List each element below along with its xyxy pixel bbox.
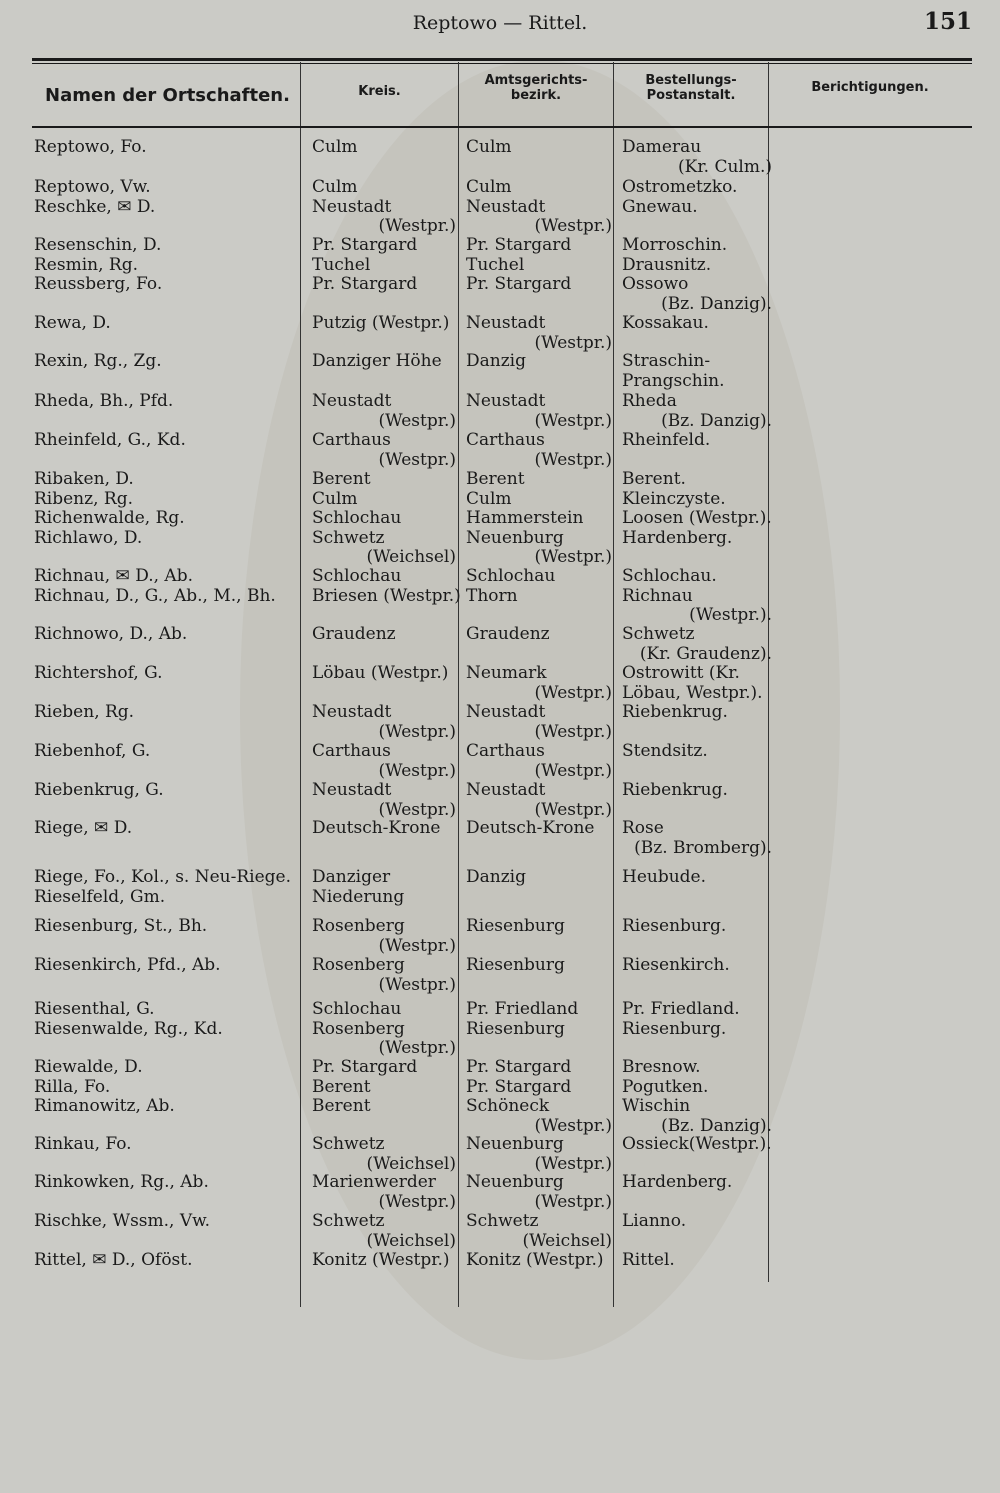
postanstalt-cell-line: Rheinfeld. bbox=[622, 430, 711, 450]
amtsgericht-cell bbox=[466, 138, 612, 158]
kreis-cell-line: Schlochau bbox=[312, 566, 402, 586]
postanstalt-cell bbox=[622, 819, 772, 858]
amtsgericht-cell-line: Neustadt bbox=[466, 780, 546, 800]
kreis-cell-line: (Westpr.) bbox=[378, 216, 456, 236]
amtsgericht-cell-line: Schwetz bbox=[466, 1211, 539, 1231]
amtsgericht-cell-line: Neuenburg bbox=[466, 1134, 564, 1154]
postanstalt-cell bbox=[622, 470, 772, 548]
postanstalt-cell-line: Heubude. bbox=[622, 867, 707, 887]
kreis-cell-line: Rosenberg bbox=[312, 1018, 405, 1039]
kreis-cell bbox=[312, 1212, 456, 1251]
amtsgericht-cell-line: Neustadt bbox=[466, 391, 546, 411]
amtsgericht-cell-line: Thorn bbox=[466, 585, 518, 606]
kreis-cell-line: (Weichsel) bbox=[366, 1230, 456, 1251]
amtsgericht-cell-line: (Westpr.) bbox=[534, 449, 612, 470]
postanstalt-cell-line: (Bz. Danzig). bbox=[661, 1115, 772, 1136]
amtsgericht-cell bbox=[466, 314, 612, 353]
place-name bbox=[34, 1000, 299, 1039]
amtsgericht-cell bbox=[466, 1212, 612, 1251]
place-name-line: Ribaken, D. bbox=[34, 469, 134, 489]
postanstalt-cell bbox=[622, 1212, 772, 1232]
kreis-cell bbox=[312, 781, 456, 820]
postanstalt-cell-line: Ostrowitt (Kr. bbox=[622, 663, 740, 683]
postanstalt-cell-line: Pogutken. bbox=[622, 1076, 709, 1097]
amtsgericht-cell bbox=[466, 956, 612, 976]
column-header-names: Namen der Ortschaften. bbox=[45, 85, 290, 106]
place-name bbox=[34, 1135, 299, 1155]
kreis-cell-line: (Westpr.) bbox=[378, 721, 456, 742]
place-name bbox=[34, 138, 299, 158]
kreis-cell bbox=[312, 625, 456, 645]
kreis-cell bbox=[312, 236, 456, 295]
kreis-cell bbox=[312, 314, 456, 334]
kreis-cell-line: Deutsch-Krone bbox=[312, 818, 441, 838]
postanstalt-cell-line: Bresnow. bbox=[622, 1057, 701, 1077]
postanstalt-cell bbox=[622, 236, 772, 314]
amtsgericht-cell-line: (Westpr.) bbox=[534, 1153, 612, 1174]
postanstalt-cell-line: Wischin bbox=[622, 1096, 691, 1116]
place-name-line: Riege, ✉ D. bbox=[34, 818, 133, 838]
kreis-cell-line: Rosenberg bbox=[312, 916, 405, 936]
kreis-cell-line: Danziger Höhe bbox=[312, 351, 442, 371]
kreis-cell-line: Culm bbox=[312, 177, 358, 197]
place-name-line: Reptowo, Fo. bbox=[34, 137, 147, 157]
place-name-line: Richlawo, D. bbox=[34, 527, 143, 548]
kreis-cell-line: Tuchel bbox=[312, 254, 371, 275]
amtsgericht-cell-line: (Westpr.) bbox=[534, 216, 612, 236]
amtsgericht-cell-line: Neumark bbox=[466, 663, 547, 683]
amtsgericht-cell bbox=[466, 236, 612, 295]
kreis-cell-line: Schwetz bbox=[312, 527, 385, 548]
postanstalt-cell-line: Gnewau. bbox=[622, 196, 698, 217]
amtsgericht-cell-line: Pr. Stargard bbox=[466, 1076, 572, 1097]
amtsgericht-cell-line: Neustadt bbox=[466, 196, 546, 217]
kreis-cell bbox=[312, 664, 456, 684]
kreis-cell-line: (Westpr.) bbox=[378, 449, 456, 470]
amtsgericht-cell-line: Danzig bbox=[466, 867, 526, 887]
kreis-cell bbox=[312, 392, 456, 431]
kreis-cell-line: (Westpr.) bbox=[378, 1038, 456, 1058]
kreis-cell bbox=[312, 917, 456, 956]
postanstalt-cell-line: Hardenberg. bbox=[622, 527, 733, 548]
kreis-cell bbox=[312, 178, 456, 237]
postanstalt-cell bbox=[622, 703, 772, 723]
postanstalt-cell-line: (Westpr.). bbox=[689, 605, 772, 625]
postanstalt-cell bbox=[622, 314, 772, 334]
postanstalt-cell-line: Loosen (Westpr.). bbox=[622, 508, 772, 528]
kreis-cell-line: (Westpr.) bbox=[378, 1191, 456, 1212]
amtsgericht-cell-line: Danzig bbox=[466, 351, 526, 371]
postanstalt-cell bbox=[622, 138, 772, 177]
place-name-line: Richnau, D., G., Ab., M., Bh. bbox=[34, 585, 276, 606]
amtsgericht-cell-line: (Westpr.) bbox=[534, 332, 612, 353]
amtsgericht-cell-line: (Weichsel) bbox=[522, 1230, 612, 1251]
kreis-cell bbox=[312, 470, 456, 568]
amtsgericht-cell bbox=[466, 917, 612, 937]
postanstalt-cell bbox=[622, 392, 772, 431]
place-name-line: Richtershof, G. bbox=[34, 663, 163, 683]
place-name-line: Rinkau, Fo. bbox=[34, 1134, 132, 1154]
postanstalt-cell bbox=[622, 664, 772, 703]
postanstalt-cell-line: Rheda bbox=[622, 391, 677, 411]
amtsgericht-cell bbox=[466, 742, 612, 781]
place-name bbox=[34, 1058, 299, 1117]
amtsgericht-cell-line: Carthaus bbox=[466, 741, 545, 761]
postanstalt-cell-line: Berent. bbox=[622, 469, 686, 489]
place-name-line: Riesenkirch, Pfd., Ab. bbox=[34, 955, 221, 975]
place-name bbox=[34, 431, 299, 451]
kreis-cell-line: (Westpr.) bbox=[378, 410, 456, 431]
postanstalt-cell bbox=[622, 868, 772, 888]
amtsgericht-cell bbox=[466, 1058, 612, 1136]
kreis-cell-line: (Westpr.) bbox=[378, 760, 456, 781]
place-name bbox=[34, 392, 299, 412]
place-name-line: Rittel, ✉ D., Oföst. bbox=[34, 1250, 193, 1270]
kreis-cell bbox=[312, 1173, 456, 1212]
postanstalt-cell-line: Richnau bbox=[622, 585, 693, 606]
kreis-cell-line: (Weichsel) bbox=[366, 547, 456, 567]
amtsgericht-cell-line: Neustadt bbox=[466, 702, 546, 722]
column-header-amtsgericht: Amtsgerichts- bezirk. bbox=[484, 73, 588, 103]
amtsgericht-cell bbox=[466, 781, 612, 820]
postanstalt-cell bbox=[622, 352, 772, 391]
place-name bbox=[34, 178, 299, 217]
kreis-cell-line: Pr. Stargard bbox=[312, 274, 418, 294]
postanstalt-cell-line: Riesenkirch. bbox=[622, 955, 730, 975]
postanstalt-cell bbox=[622, 1251, 772, 1271]
kreis-cell-line: Neustadt bbox=[312, 780, 392, 800]
amtsgericht-cell-line: Schöneck bbox=[466, 1096, 550, 1116]
column-header-bestellung: Bestellungs- Postanstalt. bbox=[645, 73, 737, 103]
kreis-cell-line: Berent bbox=[312, 469, 371, 489]
postanstalt-cell-line: Kleinczyste. bbox=[622, 488, 726, 509]
postanstalt-cell-line: Riesenburg. bbox=[622, 916, 727, 936]
postanstalt-cell bbox=[622, 625, 772, 664]
postanstalt-cell bbox=[622, 1173, 772, 1193]
place-name-line: Richnowo, D., Ab. bbox=[34, 624, 188, 644]
place-name-line: Resenschin, D. bbox=[34, 235, 162, 255]
amtsgericht-cell-line: Neuenburg bbox=[466, 527, 564, 548]
amtsgericht-cell-line: Riesenburg bbox=[466, 955, 565, 975]
place-name-line: Riewalde, D. bbox=[34, 1057, 143, 1077]
amtsgericht-cell bbox=[466, 703, 612, 742]
place-name bbox=[34, 1212, 299, 1232]
place-name bbox=[34, 1251, 299, 1271]
amtsgericht-cell bbox=[466, 1251, 612, 1271]
amtsgericht-cell-line: (Westpr.) bbox=[534, 1115, 612, 1136]
postanstalt-cell bbox=[622, 567, 772, 626]
place-name-line: Rheinfeld, G., Kd. bbox=[34, 430, 186, 450]
postanstalt-cell-line: (Kr. Graudenz). bbox=[639, 643, 772, 664]
kreis-cell-line: Culm bbox=[312, 137, 358, 157]
kreis-cell bbox=[312, 1251, 456, 1271]
place-name-line: Rieben, Rg. bbox=[34, 702, 135, 722]
page-number: 151 bbox=[923, 8, 972, 35]
postanstalt-cell-line: Schlochau. bbox=[622, 566, 717, 586]
postanstalt-cell-line: Schwetz bbox=[622, 624, 695, 644]
postanstalt-cell-line: Lianno. bbox=[622, 1211, 687, 1231]
postanstalt-cell bbox=[622, 956, 772, 976]
amtsgericht-cell bbox=[466, 1135, 612, 1174]
place-name bbox=[34, 470, 299, 548]
amtsgericht-cell bbox=[466, 178, 612, 237]
postanstalt-cell bbox=[622, 178, 772, 217]
place-name bbox=[34, 917, 299, 937]
kreis-cell bbox=[312, 742, 456, 781]
amtsgericht-cell-line: Konitz (Westpr.) bbox=[466, 1250, 604, 1270]
place-name-line: Reussberg, Fo. bbox=[34, 274, 163, 294]
kreis-cell-line: (Westpr.) bbox=[378, 799, 456, 820]
kreis-cell-line: (Westpr.) bbox=[378, 974, 456, 995]
postanstalt-cell-line: Stendsitz. bbox=[622, 741, 708, 761]
postanstalt-cell-line: Riebenkrug. bbox=[622, 702, 728, 722]
postanstalt-cell bbox=[622, 431, 772, 451]
postanstalt-cell bbox=[622, 781, 772, 801]
amtsgericht-cell-line: Culm bbox=[466, 488, 512, 509]
kreis-cell bbox=[312, 1000, 456, 1059]
amtsgericht-cell-line: (Westpr.) bbox=[534, 799, 612, 820]
place-name-line: Ribenz, Rg. bbox=[34, 488, 133, 509]
place-name-line: Rieselfeld, Gm. bbox=[34, 886, 166, 907]
kreis-cell-line: Niederung bbox=[312, 886, 405, 907]
column-header-kreis: Kreis. bbox=[358, 84, 401, 99]
kreis-cell-line: Pr. Stargard bbox=[312, 1057, 418, 1077]
postanstalt-cell-line: Ossieck(Westpr.). bbox=[622, 1134, 772, 1154]
place-name-line: Rischke, Wssm., Vw. bbox=[34, 1211, 211, 1231]
postanstalt-cell-line: Damerau bbox=[622, 137, 702, 157]
postanstalt-cell-line: Löbau, Westpr.). bbox=[622, 682, 763, 703]
place-name bbox=[34, 664, 299, 684]
postanstalt-cell-line: Prangschin. bbox=[622, 370, 725, 391]
column-header-berichtigungen: Berichtigungen. bbox=[811, 80, 929, 95]
place-name bbox=[34, 236, 299, 295]
kreis-cell-line: Danziger bbox=[312, 867, 391, 887]
amtsgericht-cell bbox=[466, 664, 612, 703]
postanstalt-cell bbox=[622, 1000, 772, 1039]
place-name-line: Rinkowken, Rg., Ab. bbox=[34, 1172, 209, 1192]
amtsgericht-cell-line: Pr. Stargard bbox=[466, 235, 572, 255]
place-name bbox=[34, 956, 299, 976]
kreis-cell bbox=[312, 819, 456, 839]
kreis-cell bbox=[312, 1058, 456, 1117]
kreis-cell bbox=[312, 956, 456, 995]
amtsgericht-cell-line: Pr. Stargard bbox=[466, 1057, 572, 1077]
kreis-cell bbox=[312, 352, 456, 372]
place-name bbox=[34, 567, 299, 606]
place-name-line: Resmin, Rg. bbox=[34, 254, 138, 275]
amtsgericht-cell-line: Carthaus bbox=[466, 430, 545, 450]
amtsgericht-cell bbox=[466, 1173, 612, 1212]
postanstalt-cell-line: Kossakau. bbox=[622, 313, 709, 333]
amtsgericht-cell-line: (Westpr.) bbox=[534, 547, 612, 567]
postanstalt-cell bbox=[622, 1135, 772, 1155]
postanstalt-cell-line: Ostrometzko. bbox=[622, 177, 738, 197]
amtsgericht-cell-line: (Westpr.) bbox=[534, 721, 612, 742]
place-name-line: Richenwalde, Rg. bbox=[34, 508, 185, 528]
amtsgericht-cell-line: Culm bbox=[466, 137, 512, 157]
kreis-cell-line: Konitz (Westpr.) bbox=[312, 1250, 450, 1270]
amtsgericht-cell bbox=[466, 567, 612, 606]
postanstalt-cell-line: Pr. Friedland. bbox=[622, 999, 740, 1019]
kreis-cell-line: Löbau (Westpr.) bbox=[312, 663, 449, 683]
kreis-cell-line: Putzig (Westpr.) bbox=[312, 313, 450, 333]
postanstalt-cell-line: Hardenberg. bbox=[622, 1172, 733, 1192]
kreis-cell-line: Pr. Stargard bbox=[312, 235, 418, 255]
postanstalt-cell-line: Ossowo bbox=[622, 274, 689, 294]
place-name-line: Riege, Fo., Kol., s. Neu-Riege. bbox=[34, 867, 291, 887]
amtsgericht-cell-line: Graudenz bbox=[466, 624, 550, 644]
kreis-cell bbox=[312, 868, 456, 907]
place-name bbox=[34, 625, 299, 645]
kreis-cell bbox=[312, 1135, 456, 1174]
place-name-line: Riesenburg, St., Bh. bbox=[34, 916, 208, 936]
kreis-cell-line: Schlochau bbox=[312, 508, 402, 528]
kreis-cell-line: Neustadt bbox=[312, 702, 392, 722]
amtsgericht-cell-line: (Westpr.) bbox=[534, 410, 612, 431]
place-name bbox=[34, 868, 299, 907]
place-name bbox=[34, 819, 299, 839]
amtsgericht-cell-line: (Westpr.) bbox=[534, 760, 612, 781]
kreis-cell-line: Culm bbox=[312, 488, 358, 509]
amtsgericht-cell-line: Deutsch-Krone bbox=[466, 818, 595, 838]
amtsgericht-cell bbox=[466, 819, 612, 839]
amtsgericht-cell-line: Neustadt bbox=[466, 313, 546, 333]
place-name-line: Rewa, D. bbox=[34, 313, 111, 333]
amtsgericht-cell bbox=[466, 1000, 612, 1039]
amtsgericht-cell-line: Berent bbox=[466, 469, 525, 489]
postanstalt-cell-line: (Bz. Bromberg). bbox=[634, 837, 772, 858]
amtsgericht-cell-line: Neuenburg bbox=[466, 1172, 564, 1192]
kreis-cell bbox=[312, 566, 461, 606]
kreis-cell bbox=[312, 703, 456, 742]
amtsgericht-cell-line: Culm bbox=[466, 177, 512, 197]
amtsgericht-cell-line: (Westpr.) bbox=[534, 1191, 612, 1212]
postanstalt-cell-line: Rittel. bbox=[622, 1250, 675, 1270]
place-name-line: Rexin, Rg., Zg. bbox=[34, 351, 162, 371]
place-name-line: Reschke, ✉ D. bbox=[34, 196, 156, 217]
kreis-cell-line: Schwetz bbox=[312, 1211, 385, 1231]
postanstalt-cell bbox=[622, 1058, 772, 1136]
amtsgericht-cell-line: Hammerstein bbox=[466, 508, 584, 528]
place-name bbox=[34, 742, 299, 762]
kreis-cell-line: Schwetz bbox=[312, 1134, 385, 1154]
running-title: Reptowo — Rittel. bbox=[412, 12, 588, 34]
postanstalt-cell-line: (Bz. Danzig). bbox=[661, 293, 772, 314]
postanstalt-cell-line: Drausnitz. bbox=[622, 254, 712, 275]
kreis-cell-line: Carthaus bbox=[312, 741, 391, 761]
place-name bbox=[34, 781, 299, 801]
amtsgericht-cell-line: Riesenburg bbox=[466, 916, 565, 936]
amtsgericht-cell bbox=[466, 431, 612, 470]
amtsgericht-cell-line: Pr. Stargard bbox=[466, 274, 572, 294]
postanstalt-cell-line: Straschin- bbox=[622, 351, 711, 371]
kreis-cell-line: Marienwerder bbox=[312, 1172, 436, 1192]
place-name-line: Riesenthal, G. bbox=[34, 999, 155, 1019]
postanstalt-cell-line: Rose bbox=[622, 818, 664, 838]
amtsgericht-cell bbox=[466, 392, 612, 431]
kreis-cell-line: Berent bbox=[312, 1096, 371, 1116]
kreis-cell-line: Rosenberg bbox=[312, 955, 405, 975]
postanstalt-cell-line: Morroschin. bbox=[622, 235, 728, 255]
kreis-cell-line: Schlochau bbox=[312, 999, 402, 1019]
place-name bbox=[34, 314, 299, 334]
amtsgericht-cell bbox=[466, 625, 612, 645]
place-name-line: Rilla, Fo. bbox=[34, 1076, 111, 1097]
amtsgericht-cell-line: (Westpr.) bbox=[534, 682, 612, 703]
amtsgericht-cell-line: Tuchel bbox=[466, 254, 525, 275]
kreis-cell-line: Neustadt bbox=[312, 391, 392, 411]
kreis-cell-line: (Weichsel) bbox=[366, 1153, 456, 1174]
kreis-cell-line: Graudenz bbox=[312, 624, 396, 644]
postanstalt-cell-line: (Bz. Danzig). bbox=[661, 410, 772, 431]
place-name-line: Rimanowitz, Ab. bbox=[34, 1096, 175, 1116]
postanstalt-cell-line: Riebenkrug. bbox=[622, 780, 728, 800]
place-name-line: Reptowo, Vw. bbox=[34, 177, 151, 197]
postanstalt-cell bbox=[622, 742, 772, 762]
postanstalt-cell-line: Riesenburg. bbox=[622, 1018, 727, 1039]
postanstalt-cell bbox=[622, 917, 772, 937]
kreis-cell bbox=[312, 431, 456, 470]
amtsgericht-cell-line: Riesenburg bbox=[466, 1018, 565, 1039]
place-name bbox=[34, 1173, 299, 1193]
kreis-cell-line: Carthaus bbox=[312, 430, 391, 450]
kreis-cell bbox=[312, 138, 456, 158]
amtsgericht-cell bbox=[466, 470, 612, 568]
amtsgericht-cell-line: Schlochau bbox=[466, 566, 556, 586]
kreis-cell-line: (Westpr.) bbox=[378, 935, 456, 956]
kreis-cell-line: Neustadt bbox=[312, 196, 392, 217]
amtsgericht-cell-line: Pr. Friedland bbox=[466, 999, 579, 1019]
place-name-line: Riesenwalde, Rg., Kd. bbox=[34, 1018, 223, 1039]
postanstalt-cell-line: (Kr. Culm.) bbox=[678, 156, 772, 177]
place-name-line: Richnau, ✉ D., Ab. bbox=[34, 566, 193, 586]
place-name bbox=[34, 703, 299, 723]
kreis-cell-line: Briesen (Westpr.) bbox=[312, 585, 461, 606]
amtsgericht-cell bbox=[466, 352, 612, 372]
place-name bbox=[34, 352, 299, 372]
place-name-line: Riebenhof, G. bbox=[34, 741, 151, 761]
amtsgericht-cell bbox=[466, 868, 612, 888]
place-name-line: Rheda, Bh., Pfd. bbox=[34, 391, 174, 411]
place-name-line: Riebenkrug, G. bbox=[34, 780, 164, 800]
kreis-cell-line: Berent bbox=[312, 1076, 371, 1097]
